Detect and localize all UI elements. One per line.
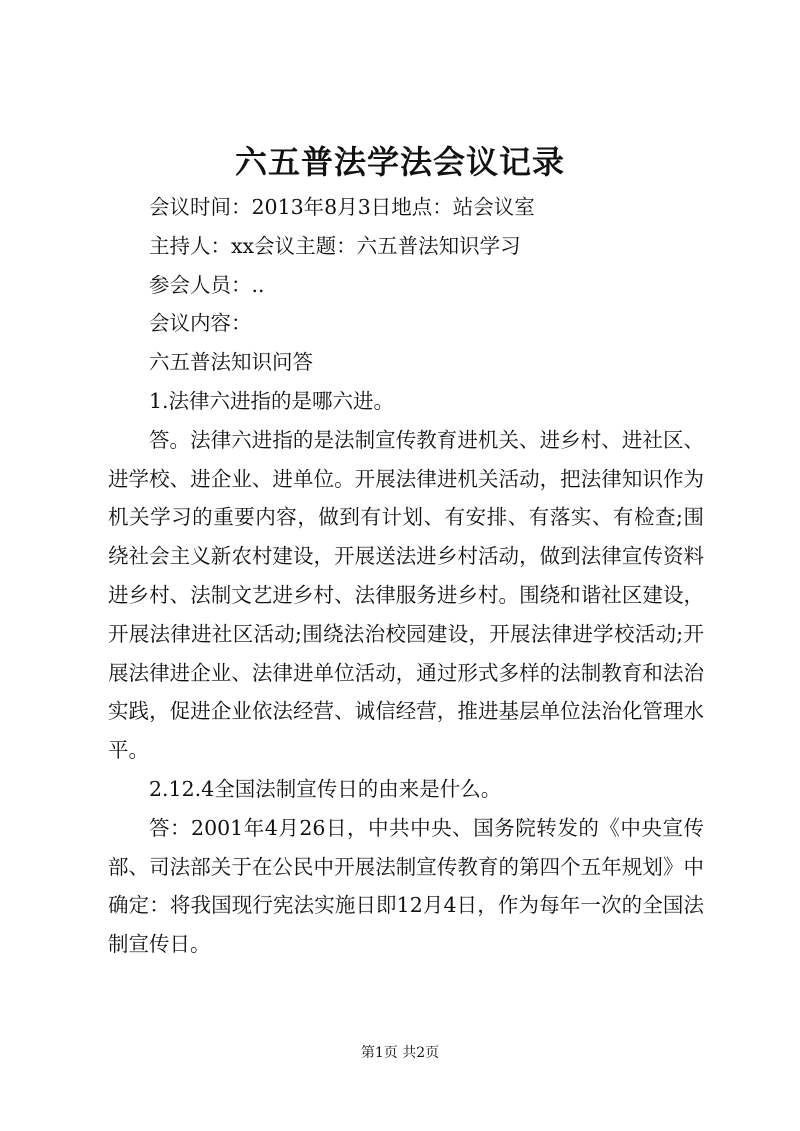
document-body [108,188,704,964]
answer-1: 答。法律六进指的是法制宣传教育进机关、进乡村、进社区、进学校、进企业、进单位。开展法律进机关活动，把法律知识作为机关学习的重要内容，做到有计划、有安排、有落实、有检查;围绕社会主义新农村建设，开展送法进乡村活动，做到法律宣传资料进乡村、法制文艺进乡村、法律服务进乡村。围绕和谐社区建设，开展法律进社区活动;围绕法治校园建设，开展法律进学校活动;开展法律进企业、法律进单位活动，通过形式多样的法制教育和法治实践，促进企业依法经营、诚信经营，推进基层单位法治化管理水平。 [108,427,704,763]
meeting-content-label: 会议内容： [149,311,252,336]
attendees-line: 参会人员：.. [149,272,265,297]
page-number-footer: 第1页 共2页 [360,1045,440,1061]
answer-2: 答：2001年4月26日，中共中央、国务院转发的《中央宣传部、司法部关于在公民中开展法制宣传教育的第四个五年规划》中确定：将我国现行宪法实施日即12月4日，作为每年一次的全国法制宣传日。 [108,815,704,957]
document-title: 六五普法学法会议记录 [234,143,565,181]
quiz-heading: 六五普法知识问答 [149,350,313,375]
meeting-time-line: 会议时间：2013年8月3日地点：站会议室 [149,195,535,219]
question-1: 1.法律六进指的是哪六进。 [149,388,395,413]
question-2: 2.12.4全国法制宣传日的由来是什么。 [149,776,502,801]
host-topic-line: 主持人：xx会议主题：六五普法知识学习 [149,233,521,258]
